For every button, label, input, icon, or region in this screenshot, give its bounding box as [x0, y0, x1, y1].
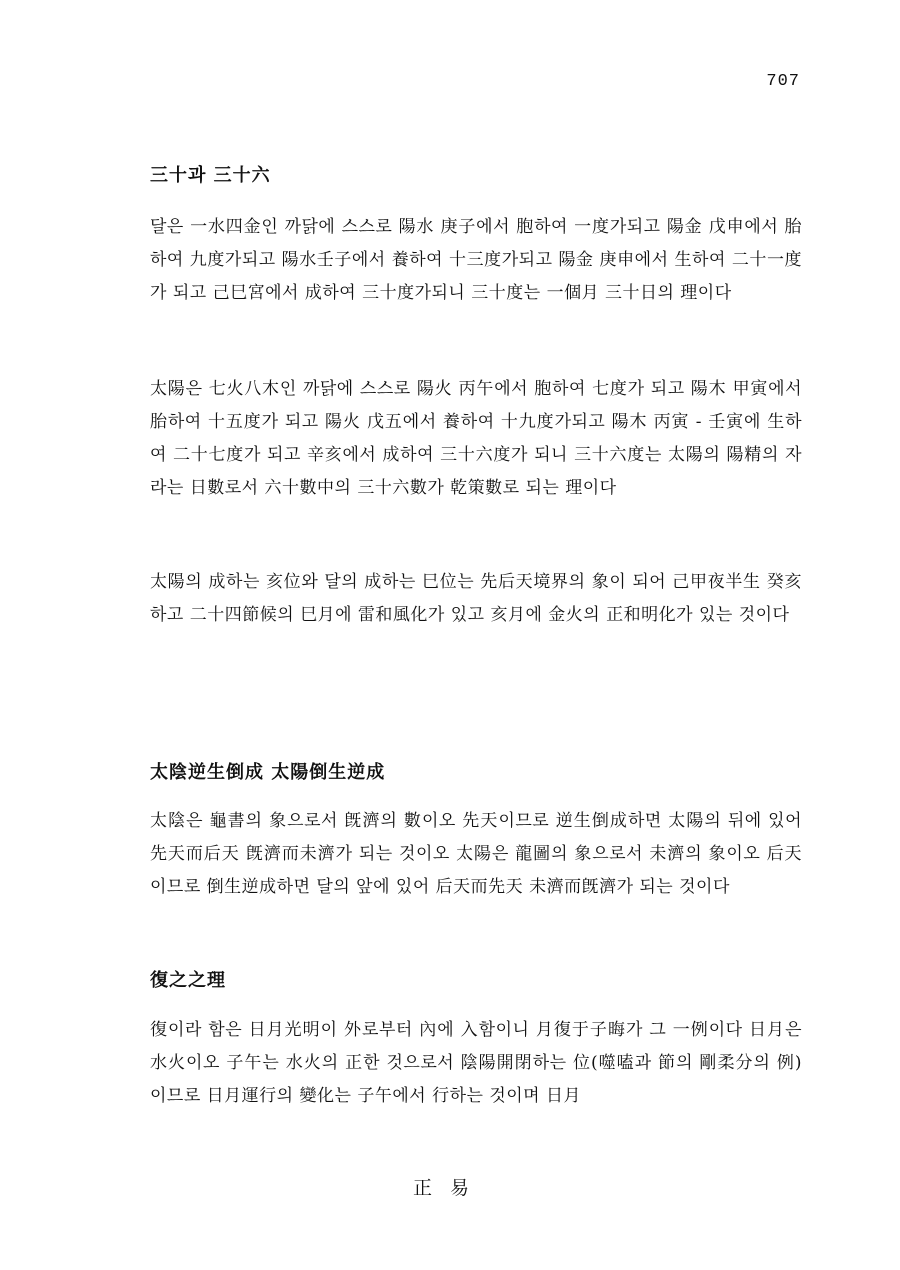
- paragraph-4: 太陰은 龜書의 象으로서 旣濟의 數이오 先天이므로 逆生倒成하면 太陽의 뒤에 있어 先天而后天 旣濟而未濟가 되는 것이오 太陽은 龍圖의 象으로서 未濟의 象이오 后天이므로 倒生逆成하면 달의 앞에 있어 后天而先天 未濟而旣濟가 되는 것이다: [150, 811, 802, 897]
- footer-title: 正易: [412, 1177, 487, 1199]
- page-number: 707: [766, 72, 800, 91]
- section-heading-3: 復之之理: [150, 970, 226, 991]
- paragraph-1: 달은 一水四金인 까닭에 스스로 陽水 庚子에서 胞하여 一度가되고 陽金 戊申에서 胎하여 九度가되고 陽水壬子에서 養하여 十三度가되고 陽金 庚申에서 生하여 二十一度가 되고 己巳宮에서 成하여 三十度가되니 三十度는 一個月 三十日의 理이다: [150, 217, 802, 303]
- paragraph-2: 太陽은 七火八木인 까닭에 스스로 陽火 丙午에서 胞하여 七度가 되고 陽木 甲寅에서 胎하여 十五度가 되고 陽火 戊五에서 養하여 十九度가되고 陽木 丙寅 - 壬寅에 生하여 二十七度가 되고 辛亥에서 成하여 三十六度가 되니 三十六度는 太陽의 陽精의 자라는 日數로서 六十數中의 三十六數가 乾策數로 되는 理이다: [150, 379, 802, 498]
- paragraph-5: 復이라 함은 日月光明이 外로부터 內에 入함이니 月復于子晦가 그 一例이다 日月은 水火이오 子午는 水火의 正한 것으로서 陰陽開閉하는 位(噬嗑과 節의 剛柔分의 例)이므로 日月運行의 變化는 子午에서 行하는 것이며 日月: [150, 1020, 802, 1106]
- section-heading-1: 三十과 三十六: [150, 165, 271, 186]
- section-heading-2: 太陰逆生倒成 太陽倒生逆成: [150, 762, 386, 783]
- paragraph-3: 太陽의 成하는 亥位와 달의 成하는 巳位는 先后天境界의 象이 되어 己甲夜半生 癸亥하고 二十四節候의 巳月에 雷和風化가 있고 亥月에 金火의 正和明化가 있는 것이다: [150, 572, 802, 625]
